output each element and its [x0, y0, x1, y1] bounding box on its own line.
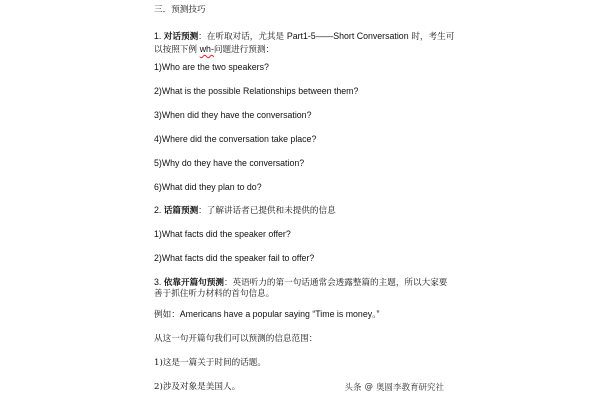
- p2-number: 2.: [154, 205, 164, 215]
- p3-label: 依靠开篇句预测: [163, 278, 224, 288]
- section-title: 三．预测技巧: [154, 5, 206, 15]
- paragraph-2: [154, 204, 454, 217]
- p2-question-1: 1)What facts did the speaker offer?: [154, 229, 291, 239]
- question-6: 6)What did they plan to do?: [154, 182, 262, 192]
- p1-line2-a: 以按照下例: [154, 45, 200, 55]
- watermark-account: 奥圆李教育研究社: [375, 383, 444, 393]
- question-3: 3)When did they have the conversation?: [154, 110, 312, 120]
- p1-text-a: ：在听取对话，尤其是: [198, 32, 287, 42]
- p3-text: ：英语听力的第一句话通常会透露整篇的主题，所以大家要: [223, 278, 448, 288]
- question-1: 1)Who are the two speakers?: [154, 62, 269, 72]
- p1-line2-c: 问题进行预测：: [213, 45, 275, 55]
- p2-text: ：了解讲话者已提供和未提供的信息: [198, 206, 336, 216]
- range-2: 2)涉及对象是美国人。: [154, 382, 241, 392]
- p1-text-c: 时，考生可: [408, 32, 455, 42]
- example-prefix: 例如：: [154, 310, 180, 320]
- p1-number: 1.: [154, 31, 164, 41]
- paragraph-1-line-1: [154, 30, 454, 43]
- question-2: 2)What is the possible Relationships between them?: [154, 86, 359, 96]
- question-5: 5)Why do they have the conversation?: [154, 158, 305, 168]
- watermark-at: @: [364, 382, 373, 392]
- question-4: 4)Where did the conversation take place?: [154, 134, 317, 144]
- range-1: 1)这是一篇关于时间的话题。: [154, 358, 266, 368]
- example-line: [154, 308, 454, 321]
- watermark: [344, 381, 444, 393]
- p1-label: 对话预测: [163, 32, 199, 42]
- p1-text-b: Part1-5——Short Conversation: [286, 31, 409, 41]
- paragraph-3-line-2: 善于抓住听力材料的首句信息。: [154, 289, 275, 299]
- p2-label: 话篇预测: [163, 206, 199, 216]
- p1-line2-b: wh-: [199, 44, 214, 54]
- p3-number: 3.: [154, 277, 164, 287]
- watermark-brand: 头条: [344, 383, 362, 393]
- paragraph-1-line-2: [154, 43, 454, 56]
- range-intro: 从这一句开篇句我们可以预测的信息范围：: [154, 334, 318, 344]
- p2-question-2: 2)What facts did the speaker fail to offer?: [154, 253, 315, 263]
- example-text: Americans have a popular saying “Time is money。”: [179, 309, 380, 319]
